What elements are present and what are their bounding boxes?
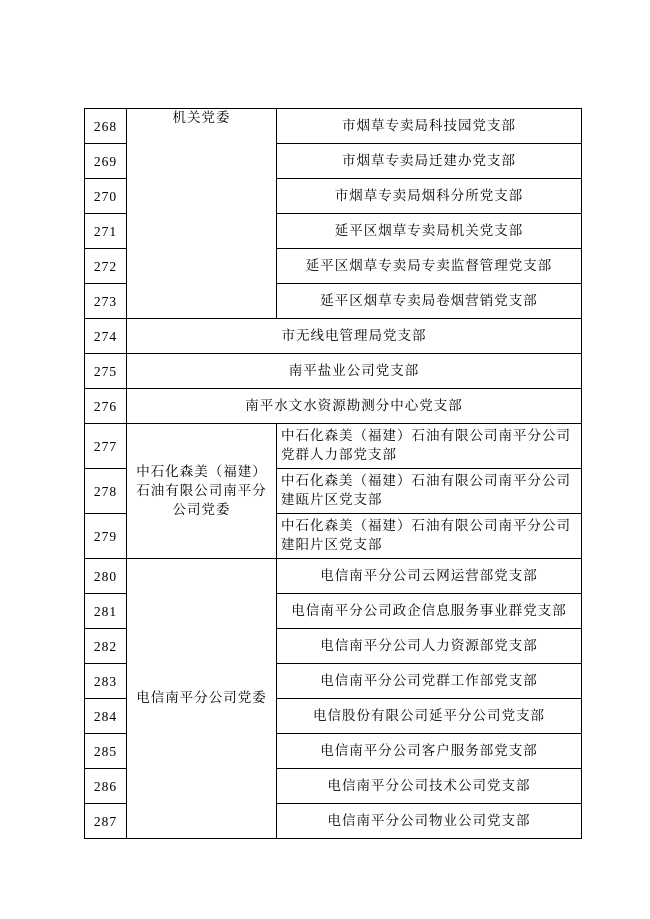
branch-name: 市无线电管理局党支部 <box>127 319 582 354</box>
branch-name: 市烟草专卖局烟科分所党支部 <box>277 179 582 214</box>
branch-name: 中石化森美（福建）石油有限公司南平分公司建阳片区党支部 <box>277 514 582 559</box>
branch-name: 电信南平分公司党群工作部党支部 <box>277 664 582 699</box>
row-number: 274 <box>85 319 127 354</box>
row-number: 279 <box>85 514 127 559</box>
branch-name: 延平区烟草专卖局机关党支部 <box>277 214 582 249</box>
branch-name: 延平区烟草专卖局专卖监督管理党支部 <box>277 249 582 284</box>
row-number: 280 <box>85 559 127 594</box>
branch-name: 电信股份有限公司延平分公司党支部 <box>277 699 582 734</box>
row-number: 277 <box>85 424 127 469</box>
row-number: 270 <box>85 179 127 214</box>
row-number: 269 <box>85 144 127 179</box>
row-number: 284 <box>85 699 127 734</box>
table-row <box>85 319 582 354</box>
branch-name: 电信南平分公司云网运营部党支部 <box>277 559 582 594</box>
row-number: 283 <box>85 664 127 699</box>
row-number: 275 <box>85 354 127 389</box>
row-number: 282 <box>85 629 127 664</box>
row-number: 271 <box>85 214 127 249</box>
table-row <box>85 109 582 144</box>
row-number: 276 <box>85 389 127 424</box>
branch-name: 市烟草专卖局科技园党支部 <box>277 109 582 144</box>
branch-name: 市烟草专卖局迁建办党支部 <box>277 144 582 179</box>
row-number: 273 <box>85 284 127 319</box>
row-number: 281 <box>85 594 127 629</box>
group-cell: 电信南平分公司党委 <box>127 559 277 839</box>
row-number: 272 <box>85 249 127 284</box>
branch-name: 电信南平分公司技术公司党支部 <box>277 769 582 804</box>
branch-name: 电信南平分公司人力资源部党支部 <box>277 629 582 664</box>
table-row <box>85 559 582 594</box>
branch-name: 电信南平分公司政企信息服务事业群党支部 <box>277 594 582 629</box>
branch-name: 延平区烟草专卖局卷烟营销党支部 <box>277 284 582 319</box>
branch-name: 中石化森美（福建）石油有限公司南平分公司党群人力部党支部 <box>277 424 582 469</box>
row-number: 287 <box>85 804 127 839</box>
table-row <box>85 424 582 469</box>
row-number: 285 <box>85 734 127 769</box>
row-number: 286 <box>85 769 127 804</box>
row-number: 278 <box>85 469 127 514</box>
table-row <box>85 389 582 424</box>
table-row <box>85 354 582 389</box>
branch-name: 南平盐业公司党支部 <box>127 354 582 389</box>
branch-name: 南平水文水资源勘测分中心党支部 <box>127 389 582 424</box>
party-branch-table <box>84 108 582 839</box>
group-cell: 机关党委 <box>127 109 277 319</box>
branch-name: 电信南平分公司物业公司党支部 <box>277 804 582 839</box>
branch-name: 电信南平分公司客户服务部党支部 <box>277 734 582 769</box>
group-cell: 中石化森美（福建）石油有限公司南平分公司党委 <box>127 424 277 559</box>
row-number: 268 <box>85 109 127 144</box>
branch-name: 中石化森美（福建）石油有限公司南平分公司建瓯片区党支部 <box>277 469 582 514</box>
